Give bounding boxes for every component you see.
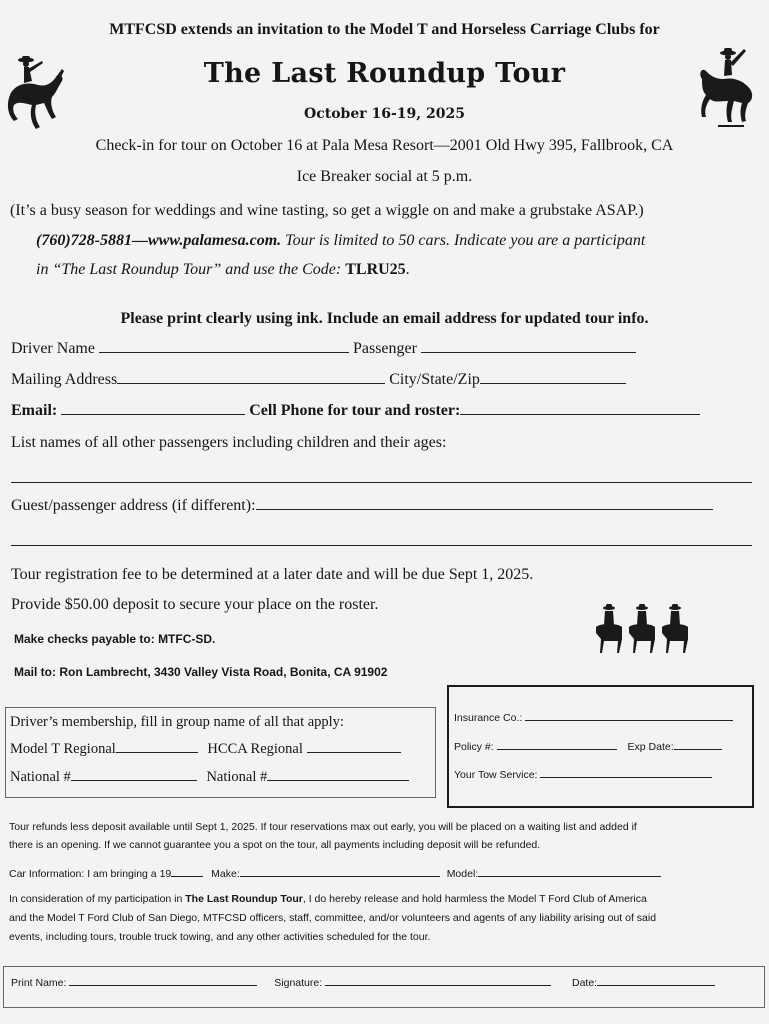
- car-make-field[interactable]: [240, 866, 440, 877]
- release-tour-name: The Last Roundup Tour: [185, 893, 303, 905]
- cell-phone-field[interactable]: [460, 402, 700, 415]
- busy-season-note: (It’s a busy season for weddings and wine tasting, so get a wiggle on and make a grubstake ASAP.): [10, 202, 644, 219]
- car-year-field[interactable]: [171, 866, 203, 877]
- deposit-text: Provide $50.00 deposit to secure your place on the roster.: [11, 596, 379, 613]
- membership-box: [5, 707, 436, 798]
- national-number-label: National #: [10, 769, 71, 785]
- guest-address-label: Guest/passenger address (if different):: [11, 497, 256, 514]
- tow-service-label: Your Tow Service:: [454, 769, 538, 781]
- cell-phone-label: Cell Phone for tour and roster:: [249, 402, 461, 419]
- tour-title: The Last Roundup Tour: [203, 58, 566, 89]
- tour-code: TLRU25: [345, 261, 406, 278]
- fee-text: Tour registration fee to be determined at a later date and will be due Sept 1, 2025.: [11, 566, 534, 583]
- insurance-company-field[interactable]: [525, 710, 733, 721]
- policy-row: [454, 739, 722, 753]
- city-state-zip-field[interactable]: [480, 371, 626, 384]
- car-model-label: Model:: [446, 868, 479, 880]
- mailing-address-label: Mailing Address: [11, 371, 118, 388]
- reservation-line: [36, 232, 645, 250]
- other-passengers-field[interactable]: [11, 482, 752, 483]
- intro-line: MTFCSD extends an invitation to the Model T and Horseless Carriage Clubs for: [109, 21, 660, 38]
- tow-service-field[interactable]: [540, 767, 712, 778]
- guest-address-field[interactable]: [256, 497, 713, 510]
- hcca-regional-field[interactable]: [307, 740, 401, 753]
- policy-number-field[interactable]: [497, 739, 617, 750]
- city-state-zip-label: City/State/Zip: [389, 371, 480, 388]
- driver-name-field[interactable]: [99, 340, 349, 353]
- model-t-regional-label: Model T Regional: [10, 741, 116, 757]
- release-line-3: events, including tours, trouble truck towing, and any other activities scheduled for the tour.: [9, 931, 431, 943]
- car-info-row: [9, 866, 661, 880]
- phone-website: (760)728-5881—www.palamesa.com.: [36, 232, 282, 249]
- release-line-1: In consideration of my participation in The Last Roundup Tour, I do hereby release and hold harmless the Model T Ford Club of America: [9, 893, 647, 905]
- tow-service-row: [454, 767, 712, 781]
- passenger-field[interactable]: [421, 340, 636, 353]
- car-limit-text: Tour is limited to 50 cars. Indicate you are a participant: [281, 232, 646, 249]
- signature-row: [11, 975, 715, 989]
- car-make-label: Make:: [211, 868, 240, 880]
- code-line: in “The Last Roundup Tour” and use the Code: TLRU25.: [36, 261, 410, 278]
- social-line: Ice Breaker social at 5 p.m.: [296, 168, 473, 185]
- insurance-box: [447, 685, 754, 808]
- print-name-label: Print Name:: [11, 977, 67, 989]
- signature-field[interactable]: [325, 975, 551, 986]
- national-number-label: National #: [206, 769, 268, 785]
- driver-name-label: Driver Name: [11, 340, 95, 357]
- tour-dates: October 16-19, 2025: [304, 106, 465, 122]
- driver-passenger-row: [11, 340, 636, 358]
- date-field[interactable]: [597, 975, 715, 986]
- exp-date-field[interactable]: [674, 739, 722, 750]
- checkin-line: Check-in for tour on October 16 at Pala Mesa Resort—2001 Old Hwy 395, Fallbrook, CA: [95, 137, 674, 154]
- three-horse-riders-icon: [592, 603, 692, 655]
- refund-line-2: there is an opening. If we cannot guarantee you a spot on the tour, all payments including deposit will be refunded.: [9, 839, 541, 851]
- exp-date-label: Exp Date:: [627, 741, 674, 753]
- other-passengers-label: List names of all other passengers including children and their ages:: [11, 434, 447, 451]
- refund-line-1: Tour refunds less deposit available until Sept 1, 2025. If tour reservations max out early, you will be placed on a waiting list and added if: [9, 821, 637, 833]
- guest-address-field-2[interactable]: [11, 545, 752, 546]
- national-number-field[interactable]: [267, 768, 409, 781]
- policy-number-label: Policy #:: [454, 741, 494, 753]
- membership-national-row: [10, 768, 409, 786]
- release-line-2: and the Model T Ford Club of San Diego, MTFCSD officers, staff, committee, and/or volunteers and agents of any liability arising out of said: [9, 912, 657, 924]
- mail-to: Mail to: Ron Lambrecht, 3430 Valley Vista Road, Bonita, CA 91902: [14, 665, 388, 679]
- insurance-company-row: [454, 710, 733, 724]
- checks-payable: Make checks payable to: MTFC-SD.: [14, 632, 216, 646]
- hcca-regional-label: HCCA Regional: [207, 741, 303, 757]
- print-name-field[interactable]: [69, 975, 257, 986]
- print-note: Please print clearly using ink. Include an email address for updated tour info.: [120, 310, 649, 327]
- signature-box: [3, 966, 765, 1008]
- email-cell-row: [11, 402, 700, 420]
- car-year-label: Car Information: I am bringing a 19: [9, 868, 172, 880]
- date-label: Date:: [572, 977, 598, 989]
- signature-label: Signature:: [274, 977, 323, 989]
- model-t-regional-field[interactable]: [116, 740, 198, 753]
- guest-address-row: [11, 497, 713, 515]
- mailing-address-field[interactable]: [117, 371, 385, 384]
- insurance-company-label: Insurance Co.:: [454, 712, 523, 724]
- membership-heading: Driver’s membership, fill in group name of all that apply:: [10, 714, 344, 730]
- membership-regional-row: [10, 740, 401, 758]
- national-number-field[interactable]: [71, 768, 197, 781]
- indicate-text: in “The Last Roundup Tour” and use the Code:: [36, 261, 346, 278]
- car-model-field[interactable]: [478, 866, 661, 877]
- email-label: Email:: [11, 402, 58, 419]
- passenger-label: Passenger: [352, 340, 417, 357]
- email-field[interactable]: [61, 402, 245, 415]
- mailing-row: [11, 371, 626, 389]
